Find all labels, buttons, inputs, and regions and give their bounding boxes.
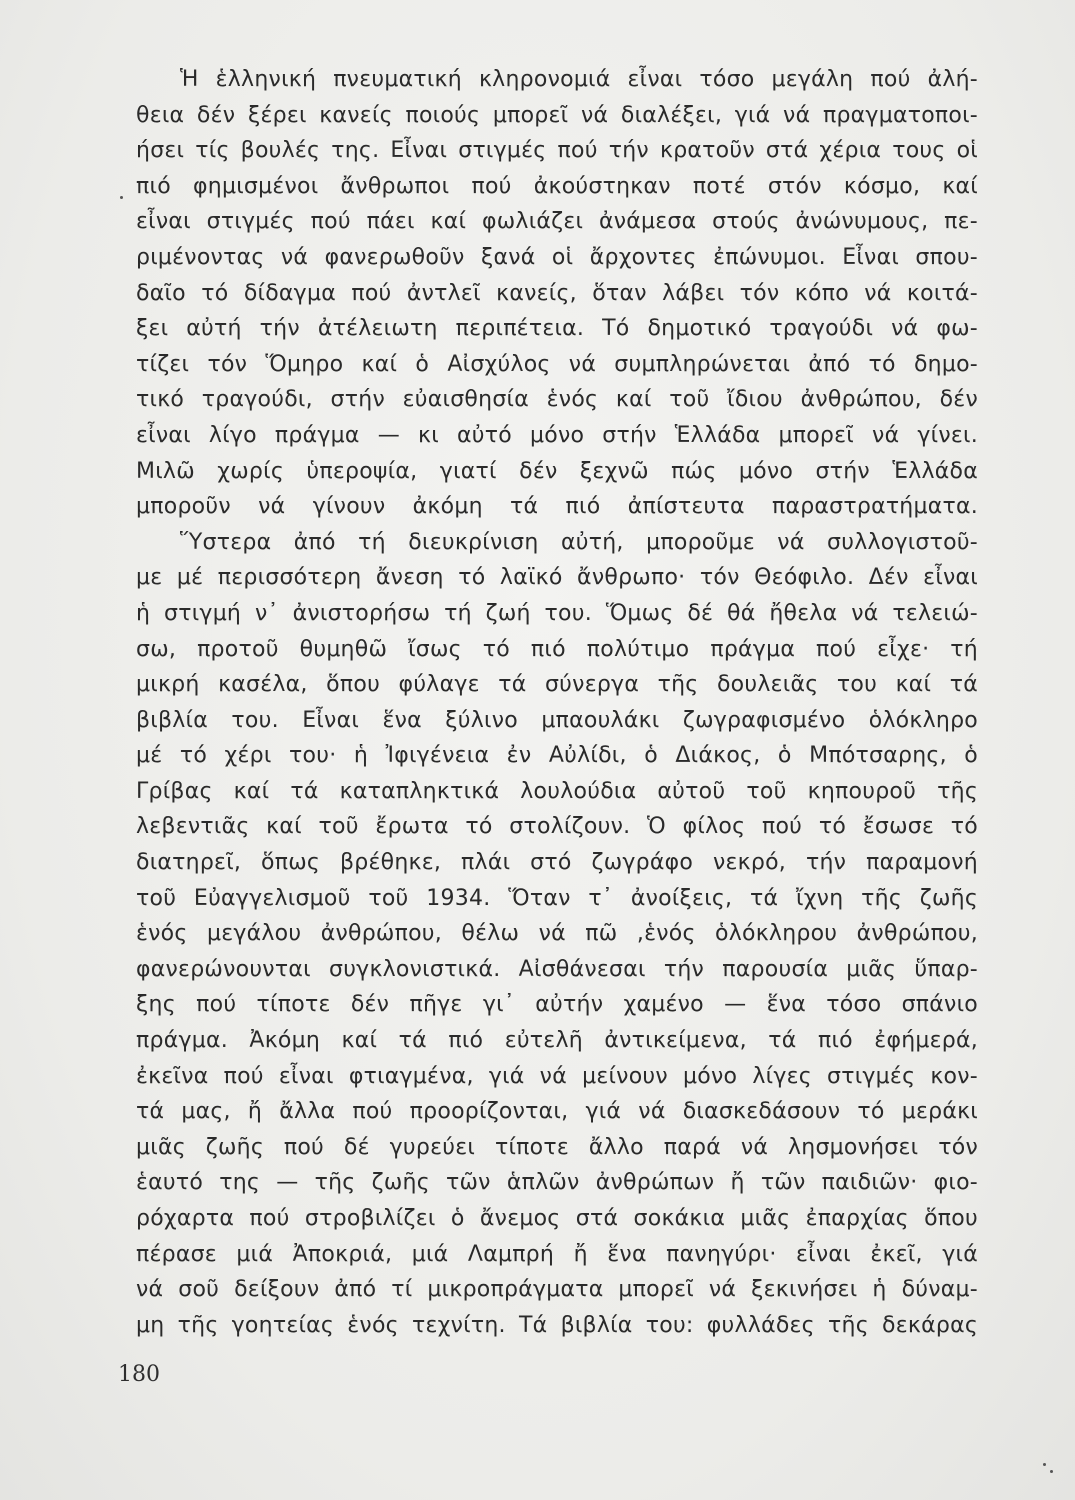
text-line: πιό φημισμένοι ἄνθρωποι πού ἀκούστηκαν ποτέ στόν κόσμο, καί — [136, 173, 978, 199]
text-line: μέ τό χέρι του· ἡ Ἰφιγένεια ἐν Αὐλίδι, ὁ Διάκος, ὁ Μπότσαρης, ὁ — [136, 743, 978, 769]
text-line: σω, προτοῦ θυμηθῶ ἴσως τό πιό πολύτιμο πράγμα πού εἶχε· τή — [136, 636, 978, 662]
text-line: ξει αὐτή τήν ἀτέλειωτη περιπέτεια. Τό δημοτικό τραγούδι νά φω- — [136, 316, 978, 342]
text-line: πέρασε μιά Ἀποκριά, μιά Λαμπρή ἤ ἕνα πανηγύρι· εἶναι ἐκεῖ, γιά — [136, 1241, 978, 1267]
text-line: πράγμα. Ἀκόμη καί τά πιό εὐτελῆ ἀντικείμενα, τά πιό ἐφήμερά, — [136, 1028, 978, 1054]
paper-speck — [1050, 1470, 1053, 1473]
text-line: δαῖο τό δίδαγμα πού ἀντλεῖ κανείς, ὅταν λάβει τόν κόπο νά κοιτά- — [136, 280, 978, 306]
text-line: ξης πού τίποτε δέν πῆγε γι᾿ αὐτήν χαμένο — ἕνα τόσο σπάνιο — [136, 992, 978, 1018]
text-line: εἶναι λίγο πράγμα — κι αὐτό μόνο στήν Ἑλλάδα μπορεῖ νά γίνει. — [136, 422, 978, 448]
text-line: ἡ στιγμή ν᾿ ἀνιστορήσω τή ζωή του. Ὅμως δέ θά ἤθελα νά τελειώ- — [136, 600, 978, 626]
text-line: φανερώνουνται συγκλονιστικά. Αἰσθάνεσαι τήν παρουσία μιᾶς ὕπαρ- — [136, 956, 978, 982]
text-line: θεια δέν ξέρει κανείς ποιούς μπορεῖ νά διαλέξει, γιά νά πραγματοποι- — [136, 102, 978, 128]
text-line: τά μας, ἤ ἄλλα πού προορίζονται, γιά νά διασκεδάσουν τό μεράκι — [136, 1099, 978, 1125]
text-line: νά σοῦ δείξουν ἀπό τί μικροπράγματα μπορεῖ νά ξεκινήσει ἡ δύναμ- — [136, 1277, 978, 1303]
text-line: Γρίβας καί τά καταπληκτικά λουλούδια αὐτοῦ τοῦ κηπουροῦ τῆς — [136, 778, 978, 804]
text-line: ριμένοντας νά φανερωθοῦν ξανά οἱ ἄρχοντες ἐπώνυμοι. Εἶναι σπου- — [136, 244, 978, 270]
text-line: τοῦ Εὐαγγελισμοῦ τοῦ 1934. Ὅταν τ᾿ ἀνοίξεις, τά ἴχνη τῆς ζωῆς — [136, 885, 978, 911]
text-line: τίζει τόν Ὅμηρο καί ὁ Αἰσχύλος νά συμπληρώνεται ἀπό τό δημο- — [136, 351, 978, 377]
text-line: ἑνός μεγάλου ἀνθρώπου, θέλω νά πῶ ,ἑνός ὁλόκληρου ἀνθρώπου, — [136, 921, 978, 947]
text-line: Μιλῶ χωρίς ὑπεροψία, γιατί δέν ξεχνῶ πώς μόνο στήν Ἑλλάδα — [136, 458, 978, 484]
text-line: μιᾶς ζωῆς πού δέ γυρεύει τίποτε ἄλλο παρά νά λησμονήσει τόν — [136, 1134, 978, 1160]
text-line: με μέ περισσότερη ἄνεση τό λαϊκό ἄνθρωπο· τόν Θεόφιλο. Δέν εἶναι — [136, 565, 978, 591]
paper-speck — [120, 196, 123, 199]
text-line: Ὕστερα ἀπό τή διευκρίνιση αὐτή, μποροῦμε νά συλλογιστοῦ- — [180, 529, 978, 555]
text-line: ήσει τίς βουλές της. Εἶναι στιγμές πού τήν κρατοῦν στά χέρια τους οἱ — [136, 138, 978, 164]
text-line: μη τῆς γοητείας ἑνός τεχνίτη. Τά βιβλία του: φυλλάδες τῆς δεκάρας — [136, 1312, 978, 1338]
text-line: ρόχαρτα πού στροβιλίζει ὁ ἄνεμος στά σοκάκια μιᾶς ἐπαρχίας ὅπου — [136, 1206, 978, 1231]
paper-speck — [1043, 1463, 1046, 1466]
text-line: λεβεντιᾶς καί τοῦ ἔρωτα τό στολίζουν. Ὁ φίλος πού τό ἔσωσε τό — [136, 814, 978, 840]
text-line: εἶναι στιγμές πού πάει καί φωλιάζει ἀνάμεσα στούς ἀνώνυμους, πε- — [136, 209, 978, 235]
page-number: 180 — [118, 1362, 160, 1387]
text-line: μικρή κασέλα, ὅπου φύλαγε τά σύνεργα τῆς δουλειᾶς του καί τά — [136, 672, 978, 698]
body-text — [136, 62, 978, 1343]
text-line: ἐκεῖνα πού εἶναι φτιαγμένα, γιά νά μείνουν μόνο λίγες στιγμές κον- — [136, 1063, 978, 1089]
text-line: μποροῦν νά γίνουν ἀκόμη τά πιό ἀπίστευτα παραστρατήματα. — [136, 494, 978, 520]
text-line: Ἡ ἑλληνική πνευματική κληρονομιά εἶναι τόσο μεγάλη πού ἀλή- — [180, 67, 978, 92]
text-line: ἑαυτό της — τῆς ζωῆς τῶν ἁπλῶν ἀνθρώπων ἤ τῶν παιδιῶν· φιο- — [136, 1170, 978, 1196]
text-line: βιβλία του. Εἶναι ἕνα ξύλινο μπαουλάκι ζωγραφισμένο ὁλόκληρο — [136, 707, 978, 733]
text-line: τικό τραγούδι, στήν εὐαισθησία ἑνός καί τοῦ ἴδιου ἀνθρώπου, δέν — [136, 387, 978, 413]
text-line: διατηρεῖ, ὅπως βρέθηκε, πλάι στό ζωγράφο νεκρό, τήν παραμονή — [136, 850, 978, 876]
